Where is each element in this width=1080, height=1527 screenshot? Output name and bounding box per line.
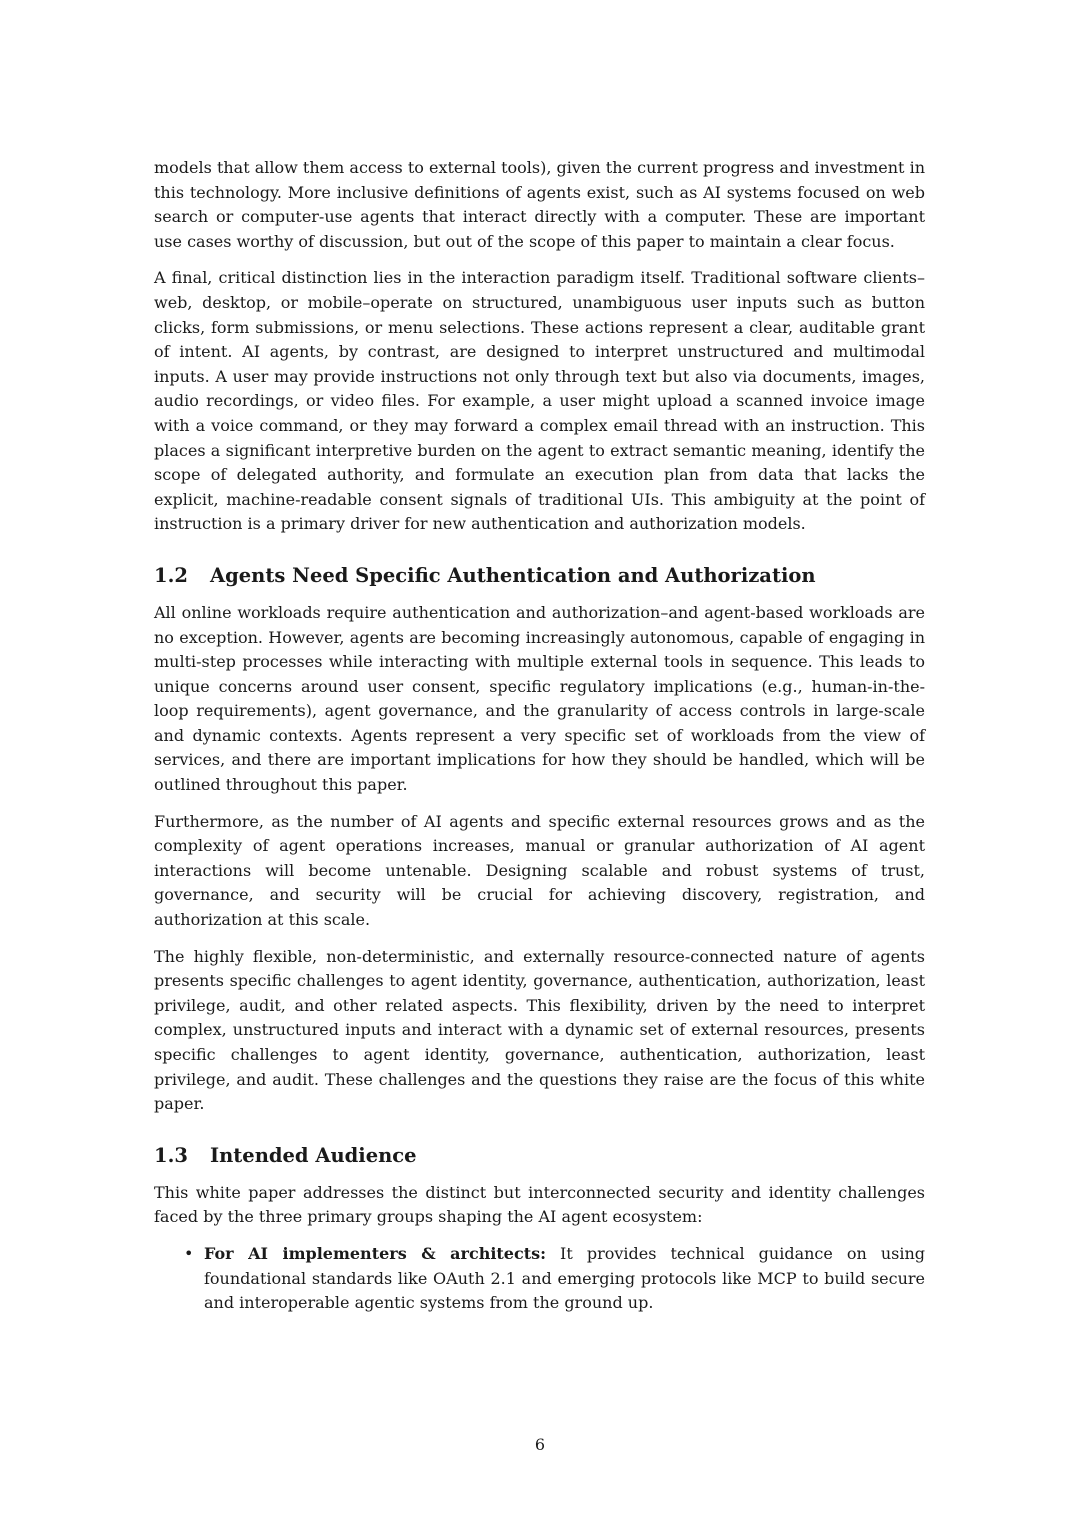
- list-item-lead: For AI implementers & architects:: [204, 1243, 547, 1263]
- section-heading: [154, 1143, 925, 1169]
- body-paragraph: Furthermore, as the number of AI agents and specific external resources grows and as the complexity of agent operations increases, manual or granular authorization of AI agent interactions will become untenable. Designing scalable and robust systems of trust, governance, and security will be crucial for achieving discovery, registration, and authorization at this scale.: [154, 811, 925, 930]
- section-number: 1.3: [154, 1143, 188, 1167]
- section-title: Intended Audience: [210, 1143, 417, 1167]
- bullet-icon: •: [184, 1243, 194, 1263]
- bullet-list: [154, 1242, 925, 1316]
- section-number: 1.2: [154, 563, 188, 587]
- body-paragraph: The highly flexible, non-deterministic, and externally resource-connected nature of agents presents specific challenges to agent identity, governance, authentication, authorization, least privilege, audit, and other related aspects. This flexibility, driven by the need to interpret complex, unstructured inputs and interact with a dynamic set of external resources, presents specific challenges to agent identity, governance, authentication, authorization, least privilege, and audit. These challenges and the questions they raise are the focus of this white paper.: [154, 946, 925, 1114]
- body-paragraph: A final, critical distinction lies in the interaction paradigm itself. Traditional software clients–web, desktop, or mobile–operate on structured, unambiguous user inputs such as button clicks, form submissions, or menu selections. These actions represent a clear, auditable grant of intent. AI agents, by contrast, are designed to interpret unstructured and multimodal inputs. A user may provide instructions not only through text but also via documents, images, audio recordings, or video files. For example, a user might upload a scanned invoice image with a voice command, or they may forward a complex email thread with an instruction. This places a significant interpretive burden on the agent to extract semantic meaning, identify the scope of delegated authority, and formulate an execution plan from data that lacks the explicit, machine-readable consent signals of traditional UIs. This ambiguity at the point of instruction is a primary driver for new authentication and authorization models.: [154, 268, 925, 534]
- section-title: Agents Need Specific Authentication and Authorization: [210, 563, 816, 587]
- list-item-text: It provides technical guidance on using foundational standards like OAuth 2.1 and emerging protocols like MCP to build secure and interoperable agentic systems from the ground up.: [204, 1243, 926, 1313]
- body-paragraph: models that allow them access to external tools), given the current progress and investment in this technology. More inclusive definitions of agents exist, such as AI systems focused on web search or computer-use agents that interact directly with a computer. These are important use cases worthy of discussion, but out of the scope of this paper to maintain a clear focus.: [154, 158, 925, 251]
- page-content: [154, 156, 925, 1316]
- body-paragraph: This white paper addresses the distinct but interconnected security and identity challenges faced by the three primary groups shaping the AI agent ecosystem:: [154, 1182, 925, 1227]
- section-heading: [154, 563, 925, 589]
- body-paragraph: All online workloads require authentication and authorization–and agent-based workloads are no exception. However, agents are becoming increasingly autonomous, capable of engaging in multi-step processes while interacting with multiple external tools in sequence. This leads to unique concerns around user consent, specific regulatory implications (e.g., human-in-the-loop requirements), agent governance, and the granularity of access controls in large-scale and dynamic contexts. Agents represent a very specific set of workloads from the view of services, and there are important implications for how they should be handled, which will be outlined throughout this paper.: [154, 602, 925, 795]
- page-number: 6: [534, 1435, 546, 1454]
- list-item: [184, 1242, 926, 1316]
